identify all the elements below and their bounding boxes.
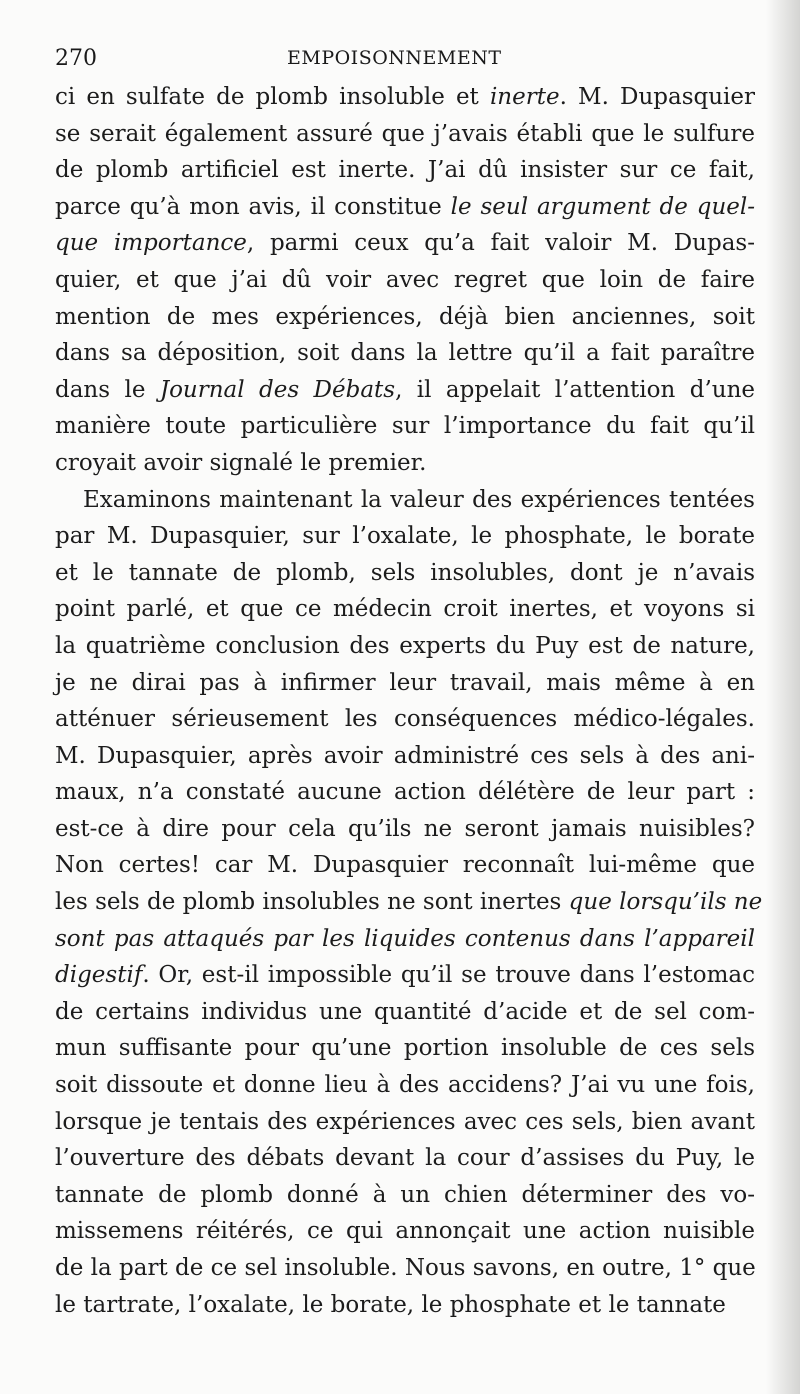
text-line <box>55 1030 755 1067</box>
page-number: 270 <box>55 46 97 71</box>
text-line <box>55 847 755 884</box>
italic-text: le seul argument de quel- <box>450 193 755 220</box>
italic-text: Journal des Débats <box>159 376 396 403</box>
text-run: mun suffisante pour qu’une portion insoluble de ces sels <box>55 1035 755 1062</box>
text-run: tannate de plomb donné à un chien déterminer des vo- <box>55 1181 755 1208</box>
text-run: est-ce à dire pour cela qu’ils ne seront jamais nuisibles? <box>55 815 755 842</box>
text-run: . Or, est-il impossible qu’il se trouve dans l’estomac <box>142 962 755 989</box>
text-run: lorsque je tentais des expériences avec ces sels, bien avant <box>55 1108 755 1135</box>
running-title: EMPOISONNEMENT <box>287 47 502 69</box>
text-line <box>55 811 755 848</box>
text-run: et le tannate de plomb, sels insolubles, dont je n’avais <box>55 559 755 586</box>
text-line <box>55 518 755 555</box>
text-line <box>55 665 755 702</box>
text-line <box>55 994 755 1031</box>
text-run: se serait également assuré que j’avais établi que le sulfure <box>55 120 755 147</box>
text-line <box>55 225 755 262</box>
text-run: maux, n’a constaté aucune action délétère de leur part : <box>55 779 755 806</box>
text-line <box>55 1104 755 1141</box>
text-run: , il appelait l’attention d’une <box>395 376 755 403</box>
text-line <box>55 884 763 921</box>
text-run: parce qu’à mon avis, il constitue <box>55 193 451 220</box>
text-run: M. Dupasquier, après avoir administré ces sels à des ani- <box>55 742 755 769</box>
text-run: les sels de plomb insolubles ne sont inertes <box>55 889 569 916</box>
text-run: point parlé, et que ce médecin croit inertes, et voyons si <box>55 596 755 623</box>
text-line <box>55 921 755 958</box>
text-run: de plomb artificiel est inerte. J’ai dû insister sur ce fait, <box>55 157 755 184</box>
text-line <box>55 189 755 226</box>
text-run: le tartrate, l’oxalate, le borate, le phosphate et le tannate <box>55 1291 726 1318</box>
text-run: manière toute particulière sur l’importance du fait qu’il <box>55 413 755 440</box>
text-line <box>55 957 755 994</box>
italic-text: inerte <box>489 84 560 110</box>
running-head <box>55 42 745 78</box>
text-line <box>55 116 755 153</box>
text-run: Non certes! car M. Dupasquier reconnaît lui-même que <box>55 852 755 879</box>
text-line <box>55 774 755 811</box>
text-line <box>55 262 755 299</box>
body-text <box>55 79 763 1323</box>
text-line <box>55 591 755 628</box>
text-run: de certains individus une quantité d’acide et de sel com- <box>55 998 755 1025</box>
text-line <box>55 152 755 189</box>
text-line <box>55 79 755 116</box>
text-line <box>55 628 755 665</box>
italic-text: digestif <box>55 962 143 989</box>
text-line <box>55 408 755 445</box>
text-run: dans le <box>55 376 160 403</box>
text-run: l’ouverture des débats devant la cour d’assises du Puy, le <box>55 1145 755 1172</box>
text-run: mention de mes expériences, déjà bien anciennes, soit <box>55 303 755 330</box>
text-line <box>55 1250 755 1287</box>
text-run: dans sa déposition, soit dans la lettre qu’il a fait paraître <box>55 340 755 367</box>
text-line <box>55 335 755 372</box>
text-run: quier, et que j’ai dû voir avec regret que loin de faire <box>55 266 755 293</box>
text-run: Examinons maintenant la valeur des expériences tentées <box>83 486 755 513</box>
text-run: atténuer sérieusement les conséquences médico-légales. <box>55 706 755 733</box>
text-run: de la part de ce sel insoluble. Nous savons, en outre, 1° que <box>55 1255 756 1281</box>
text-run: par M. Dupasquier, sur l’oxalate, le phosphate, le borate <box>55 523 755 550</box>
text-run: croyait avoir signalé le premier. <box>55 449 427 476</box>
text-line <box>55 299 755 336</box>
text-run: . M. Dupasquier <box>559 84 755 110</box>
text-line <box>55 482 755 519</box>
text-line <box>55 1287 755 1324</box>
text-line <box>55 1177 755 1214</box>
text-run: soit dissoute et donne lieu à des accidens? J’ai vu une fois, <box>55 1072 755 1099</box>
italic-text: sont pas attaqués par les liquides contenus dans l’appareil <box>55 925 755 952</box>
text-run: la quatrième conclusion des experts du Puy est de nature, <box>55 632 755 659</box>
text-line <box>55 738 755 775</box>
text-line <box>55 1213 755 1250</box>
italic-text: que lorsqu’ils ne <box>568 889 763 916</box>
text-line <box>55 445 755 482</box>
text-line <box>55 1067 755 1104</box>
text-line <box>55 701 755 738</box>
text-run: ci en sulfate de plomb insoluble et <box>55 84 490 110</box>
text-line <box>55 1140 755 1177</box>
text-line <box>55 555 755 592</box>
text-run: missemens réitérés, ce qui annonçait une action nuisible <box>55 1218 755 1245</box>
text-line <box>55 372 755 409</box>
text-run: je ne dirai pas à infirmer leur travail, mais même à en <box>55 669 755 696</box>
text-run: , parmi ceux qu’a fait valoir M. Dupas- <box>246 230 755 257</box>
italic-text: que importance <box>55 230 247 257</box>
